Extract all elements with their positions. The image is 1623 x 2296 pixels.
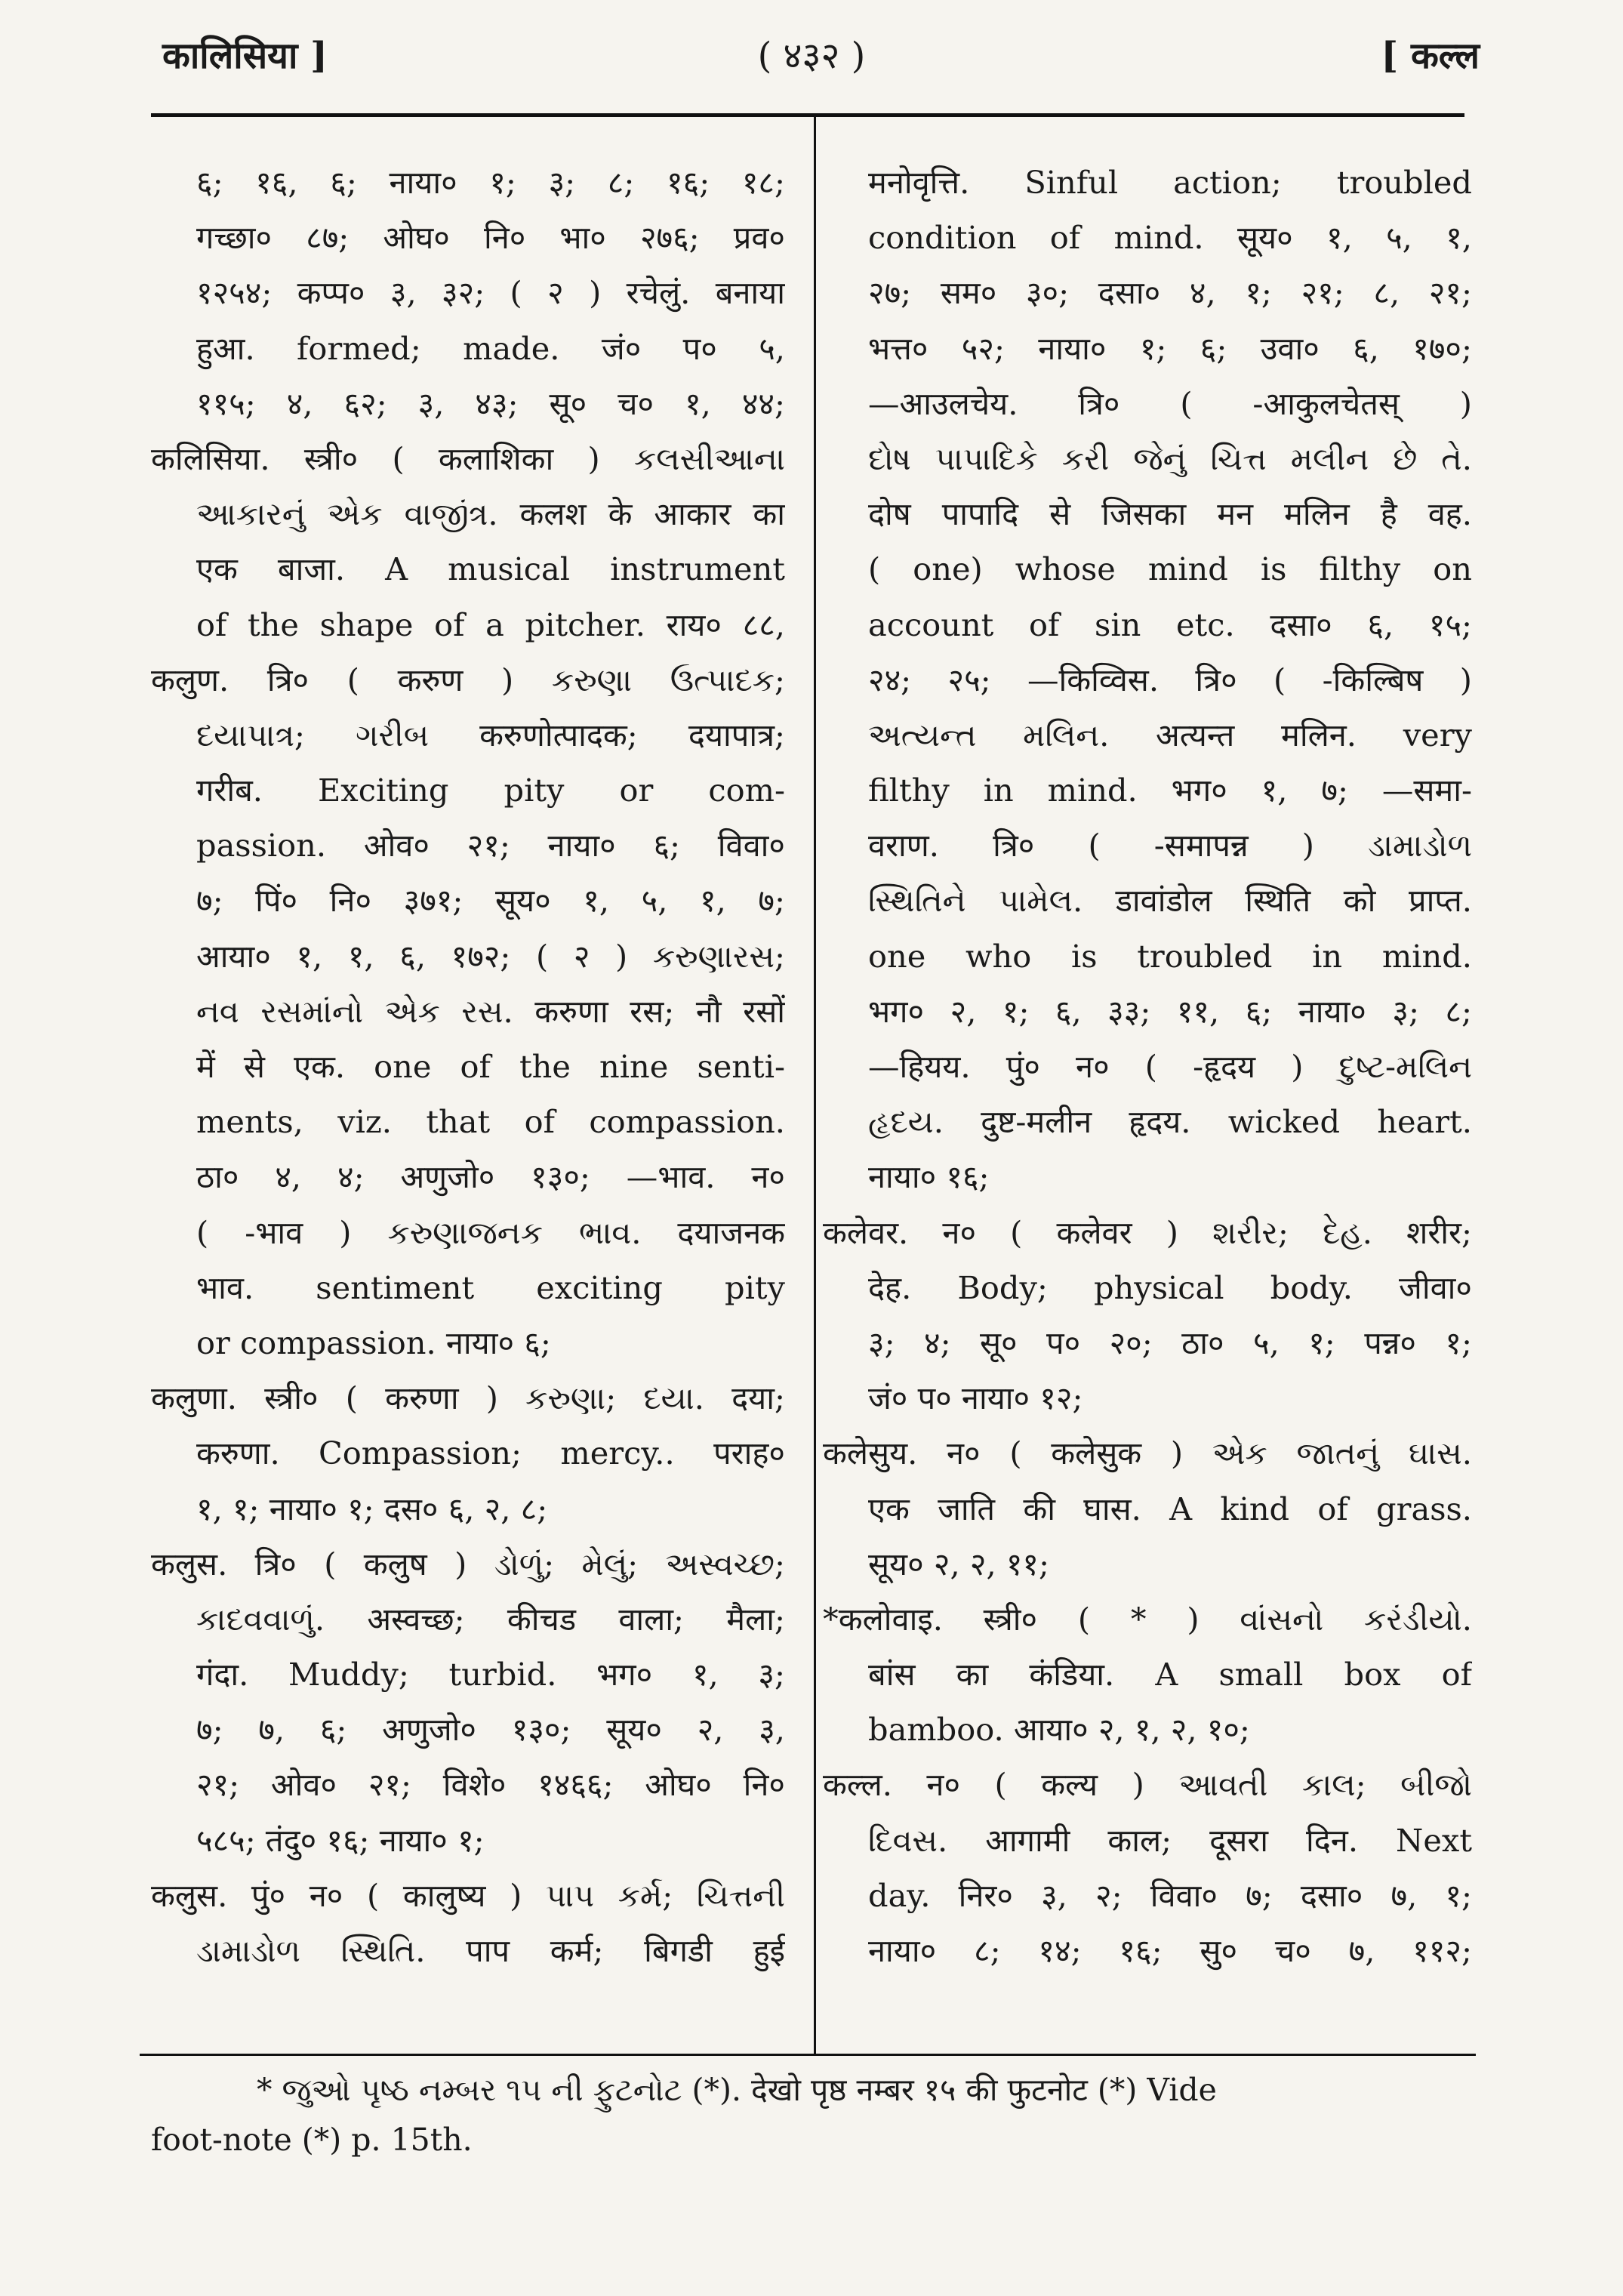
- entry-headword-line: कलेसुय. न० ( कलेसुक ) એક જાતનું ઘાસ.: [823, 1435, 1472, 1472]
- subentry-line: —हियय. पुं० न० ( -हृदय ) દુષ્ટ-મલિન: [868, 1048, 1472, 1085]
- subentry-line: —आउलचेय. त्रि० ( -आकुलचेतस् ): [868, 384, 1472, 422]
- footnote: [151, 2065, 1457, 2165]
- text-line: passion. ओव० २१; नाया० ६; विवा०: [196, 827, 785, 864]
- entry-headword-line: कलिसिया. स्त्री० ( कलाशिका ) કલસીઆના: [151, 439, 785, 477]
- text-line: filthy in mind. भग० १, ७; —समा-: [868, 772, 1472, 809]
- text-line: day. निर० ३, २; विवा० ७; दसा० ७, १;: [868, 1876, 1472, 1914]
- text-line: સ્થિતિને પામેલ. डावांडोल स्थिति को प्राप्त.: [868, 882, 1472, 920]
- text-line: ११५; ४, ६२; ३, ४३; सू० च० १, ४४;: [196, 384, 785, 422]
- text-line: देह. Body; physical body. जीवा०: [868, 1268, 1472, 1306]
- text-line: ३; ४; सू० प० २०; ठा० ५, १; पन्न० १;: [868, 1324, 1472, 1361]
- text-line: भाव. sentiment exciting pity: [196, 1268, 785, 1306]
- left-column: [151, 155, 785, 1978]
- text-line: गच्छा० ८७; ओघ० नि० भा० २७६; प्रव०: [196, 219, 785, 257]
- text-line: ७; ७, ६; अणुजो० १३०; सूय० २, ३,: [196, 1711, 785, 1749]
- text-line: करुणा. Compassion; mercy.. पराह०: [196, 1435, 785, 1472]
- text-line: ( -भाव ) કરુણાજનક ભાવ. दयाजनक: [196, 1213, 785, 1251]
- entry-headword-line: कलुस. पुं० न० ( कालुष्य ) પાપ કર્મ; ચિત્તની: [151, 1876, 785, 1914]
- text-line: गंदा. Muddy; turbid. भग० १, ३;: [196, 1656, 785, 1693]
- text-line: કાદવવાળું. अस्वच्छ; कीचड वाला; मैला;: [196, 1600, 785, 1638]
- right-column: [823, 155, 1472, 1978]
- text-line: भत्त० ५२; नाया० १; ६; उवा० ६, १७०;: [868, 329, 1472, 367]
- text-line: ( one) whose mind is filthy on: [868, 550, 1472, 588]
- text-line: दोष पापादि से जिसका मन मलिन है वह.: [868, 495, 1472, 533]
- entry-headword-line: *कलोवाइ. स्त्री० ( * ) વાંસનો કરંડીયો.: [823, 1600, 1472, 1638]
- entry-headword-line: कलुस. त्रि० ( कलुष ) ડોળું; મેલું; અસ્વચ્છ;: [151, 1545, 785, 1583]
- column-divider: [814, 117, 816, 2054]
- entry-headword-line: कलुण. त्रि० ( करुण ) કરુણા ઉત્પાદક;: [151, 661, 785, 698]
- text-line: २४; २५; —किव्विस. त्रि० ( -किल्बिष ): [868, 661, 1472, 698]
- text-line: condition of mind. सूय० १, ५, १,: [868, 219, 1472, 257]
- text-line: आया० १, १, ६, १७२; ( २ ) કરુણારસ;: [196, 937, 785, 975]
- text-line: मनोवृत्ति. Sinful action; troubled: [868, 164, 1472, 201]
- header-left-guideword: कालिसिया ]: [162, 35, 328, 77]
- text-line: ments, viz. that of compassion.: [196, 1103, 785, 1141]
- text-line: one who is troubled in mind.: [868, 937, 1472, 975]
- text-line: ठा० ४, ४; अणुजो० १३०; —भाव. न०: [196, 1158, 785, 1196]
- text-line: एक जाति की घास. A kind of grass.: [868, 1490, 1472, 1527]
- text-line: में से एक. one of the nine senti-: [196, 1048, 785, 1085]
- text-line: बांस का कंडिया. A small box of: [868, 1656, 1472, 1693]
- text-line: हुआ. formed; made. जं० प० ५,: [196, 329, 785, 367]
- text-line: १, १; नाया० १; दस० ६, २, ८;: [196, 1490, 548, 1527]
- text-line: bamboo. आया० २, १, २, १०;: [868, 1711, 1250, 1749]
- text-line: ६; १६, ६; नाया० १; ३; ८; १६; १८;: [196, 164, 785, 201]
- text-line: १२५४; कप्प० ३, ३२; ( २ ) रचेलुं. बनाया: [196, 274, 785, 312]
- text-line: वराण. त्रि० ( -समापन्न ) ડામાડોળ: [868, 827, 1472, 864]
- text-line: account of sin etc. दसा० ६, १५;: [868, 606, 1472, 643]
- text-line: or compassion. नाया० ६;: [196, 1324, 551, 1361]
- entry-headword-line: कलुणा. स्त्री० ( करुणा ) કરુણા; દયા. दया;: [151, 1379, 785, 1417]
- text-line: गरीब. Exciting pity or com-: [196, 772, 785, 809]
- text-line: ७; पिं० नि० ३७१; सूय० १, ५, १, ७;: [196, 882, 785, 920]
- text-line: २१; ओव० २१; विशे० १४६६; ओघ० नि०: [196, 1766, 785, 1804]
- footnote-rule: [140, 2054, 1476, 2056]
- text-line: દિવસ. आगामी काल; दूसरा दिन. Next: [868, 1821, 1472, 1859]
- footnote-line: foot-note (*) p. 15th.: [151, 2122, 473, 2158]
- text-line: जं० प० नाया० १२;: [868, 1379, 1083, 1417]
- text-line: દયાપાત્ર; ગરીબ करुणोत्पादक; दयापात्र;: [196, 716, 785, 754]
- text-line: ડામાડોળ સ્થિતિ. पाप कर्म; बिगडी हुई: [196, 1932, 785, 1969]
- text-line: सूय० २, २, ११;: [868, 1545, 1049, 1583]
- text-line: આકારનું એક વાજીંત્ર. कलश के आकार का: [196, 495, 785, 533]
- text-line: एक बाजा. A musical instrument: [196, 550, 785, 588]
- text-line: ५८५; तंदु० १६; नाया० १;: [196, 1821, 485, 1859]
- entry-headword-line: कलेवर. न० ( कलेवर ) શરીર; દેહ. शरीर;: [823, 1213, 1472, 1251]
- text-line: नाया० ८; १४; १६; सु० च० ७, ११२;: [868, 1932, 1472, 1969]
- entry-headword-line: कल्ल. न० ( कल्य ) આવતી કાલ; બીજો: [823, 1766, 1472, 1804]
- text-line: દોષ પાપાદિકે કરી જેનું ચિત્ત મલીન છે તે.: [868, 439, 1472, 477]
- text-line: २७; सम० ३०; दसा० ४, १; २१; ८, २१;: [868, 274, 1472, 312]
- footnote-line: * જુઓ પૃષ્ઠ નમ્બર ૧૫ ની ફુટનોટ (*). देखो पृष्ठ नम्बर १५ की फुटनोट (*) Vide: [257, 2072, 1217, 2108]
- text-line: नाया० १६;: [868, 1158, 990, 1196]
- page-number: ( ४३२ ): [757, 35, 866, 77]
- text-line: હૃદય. दुष्ट-मलीन हृदय. wicked heart.: [868, 1103, 1472, 1141]
- text-line: અત્યન્ત મલિન. अत्यन्त मलिन. very: [868, 716, 1472, 754]
- text-line: of the shape of a pitcher. राय० ८८,: [196, 606, 785, 643]
- text-line: भग० २, १; ६, ३३; ११, ६; नाया० ३; ८;: [868, 992, 1472, 1030]
- text-line: નવ રસમાંનો એક રસ. करुणा रस; नौ रसों: [196, 992, 785, 1030]
- header-right-guideword: [ कल्ल: [1381, 35, 1480, 77]
- top-rule: [151, 113, 1464, 117]
